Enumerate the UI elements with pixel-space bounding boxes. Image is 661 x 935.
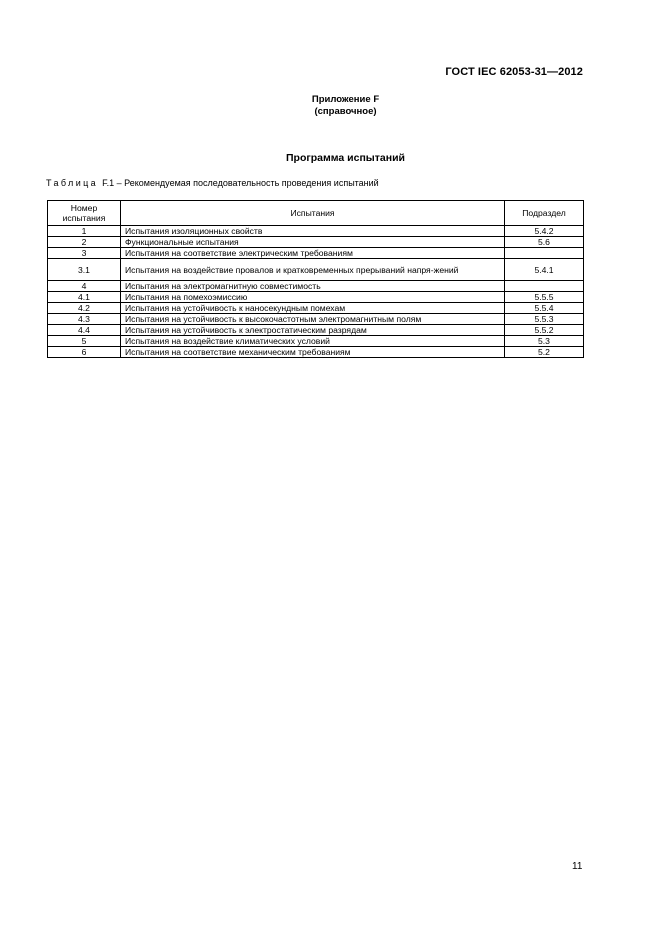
table-caption-text: F.1 – Рекомендуемая последовательность проведения испытаний	[102, 178, 379, 188]
row-subsection: 5.5.2	[505, 325, 584, 336]
row-number: 5	[48, 336, 121, 347]
row-subsection: 5.5.5	[505, 292, 584, 303]
table-caption	[46, 178, 379, 188]
row-number: 4.2	[48, 303, 121, 314]
row-subsection: 5.2	[505, 347, 584, 358]
row-subsection	[505, 248, 584, 259]
row-number: 4.4	[48, 325, 121, 336]
row-test: Испытания на устойчивость к высокочастотным электромагнитным полям	[121, 314, 505, 325]
row-test: Испытания на помехоэмиссию	[121, 292, 505, 303]
table-row	[48, 248, 584, 259]
header-number: Номер испытания	[48, 201, 121, 226]
table-row	[48, 314, 584, 325]
row-test: Испытания на устойчивость к электростатическим разрядам	[121, 325, 505, 336]
table-row	[48, 281, 584, 292]
row-number: 3.1	[48, 259, 121, 281]
row-subsection: 5.3	[505, 336, 584, 347]
table-row	[48, 325, 584, 336]
table-caption-prefix: Таблица	[46, 178, 99, 188]
row-test: Испытания на воздействие климатических условий	[121, 336, 505, 347]
annex-heading	[0, 94, 661, 118]
table-row	[48, 226, 584, 237]
row-test: Испытания на соответствие электрическим требованиям	[121, 248, 505, 259]
row-subsection: 5.4.1	[505, 259, 584, 281]
row-subsection: 5.4.2	[505, 226, 584, 237]
row-subsection: 5.5.4	[505, 303, 584, 314]
row-test: Испытания на электромагнитную совместимость	[121, 281, 505, 292]
row-subsection: 5.6	[505, 237, 584, 248]
row-number: 3	[48, 248, 121, 259]
table-row	[48, 292, 584, 303]
header-subsection: Подраздел	[505, 201, 584, 226]
row-number: 4	[48, 281, 121, 292]
row-test: Испытания на соответствие механическим требованиям	[121, 347, 505, 358]
page-number: 11	[572, 861, 583, 872]
row-subsection: 5.5.3	[505, 314, 584, 325]
row-number: 1	[48, 226, 121, 237]
table-row	[48, 303, 584, 314]
table-row	[48, 336, 584, 347]
table-row	[48, 259, 584, 281]
table-header-row	[48, 201, 584, 226]
header-test: Испытания	[121, 201, 505, 226]
row-number: 4.3	[48, 314, 121, 325]
standard-code: ГОСТ IEC 62053-31—2012	[445, 66, 583, 78]
tests-table	[47, 200, 584, 358]
row-number: 4.1	[48, 292, 121, 303]
table-row	[48, 237, 584, 248]
row-number: 6	[48, 347, 121, 358]
row-test: Испытания на устойчивость к наносекундным помехам	[121, 303, 505, 314]
row-test: Функциональные испытания	[121, 237, 505, 248]
annex-title: Приложение F	[311, 94, 380, 105]
table-row	[48, 347, 584, 358]
row-test: Испытания изоляционных свойств	[121, 226, 505, 237]
annex-subtitle: (справочное)	[314, 106, 377, 117]
row-test: Испытания на воздействие провалов и кратковременных прерываний напря-жений	[121, 259, 505, 281]
row-number: 2	[48, 237, 121, 248]
section-title: Программа испытаний	[286, 152, 405, 164]
row-subsection	[505, 281, 584, 292]
